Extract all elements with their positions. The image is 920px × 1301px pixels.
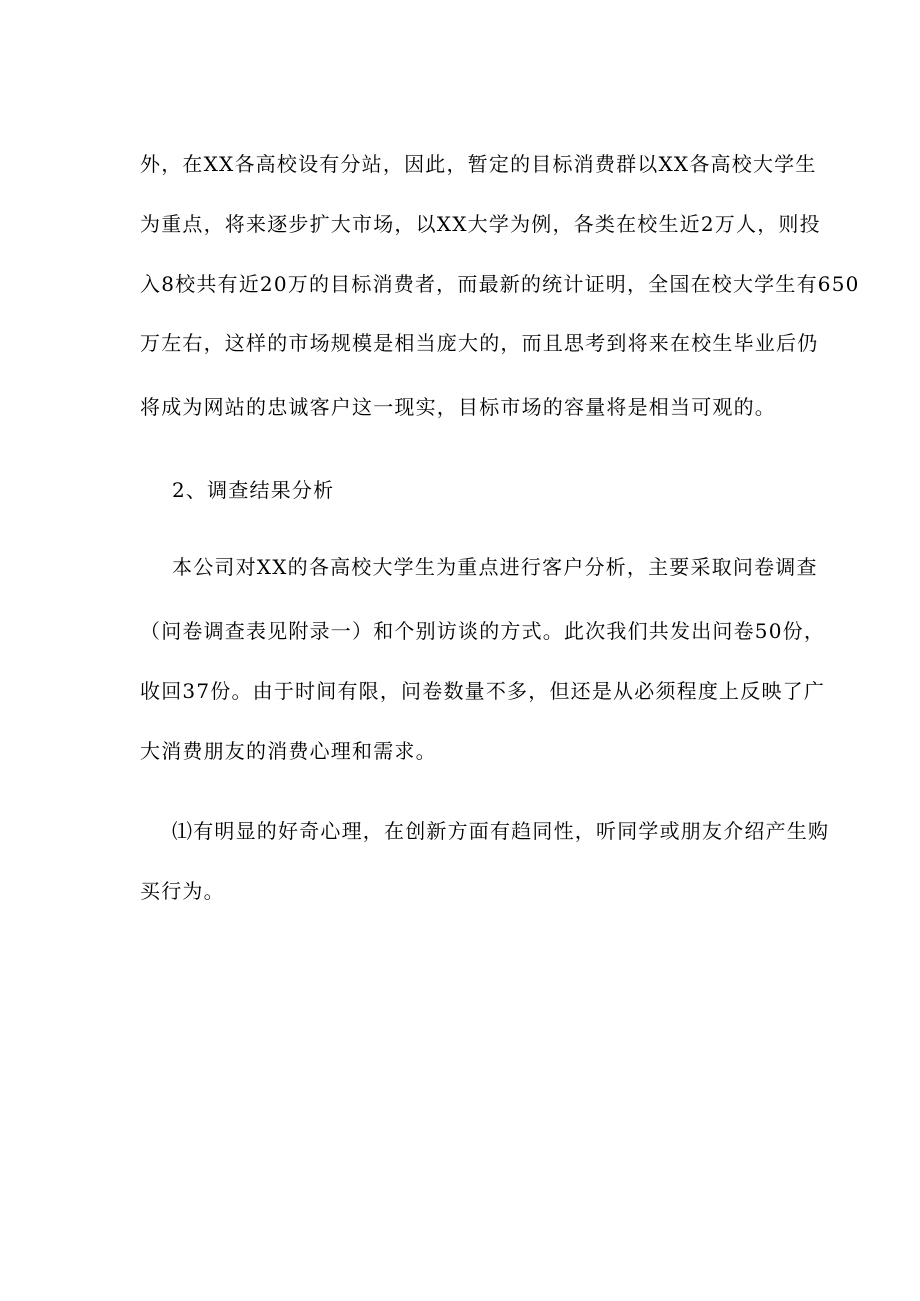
- text-line: 万左右，这样的市场规模是相当庞大的，而且思考到将来在校生毕业后仍: [140, 331, 819, 355]
- section-heading: 2、调查结果分析: [172, 478, 335, 502]
- text-line: 为重点，将来逐步扩大市场，以XX大学为例，各类在校生近2万人，则投: [140, 212, 821, 236]
- text-line: 大消费朋友的消费心理和需求。: [140, 739, 437, 763]
- text-line: 买行为。: [140, 879, 225, 903]
- text-line: 将成为网站的忠诚客户这一现实，目标市场的容量将是相当可观的。: [140, 395, 776, 419]
- text-line: 入8校共有近20万的目标消费者，而最新的统计证明，全国在校大学生有650: [140, 272, 860, 296]
- text-line: 收回37份。由于时间有限，问卷数量不多，但还是从必须程度上反映了广: [140, 679, 826, 703]
- text-line: 本公司对XX的各高校大学生为重点进行客户分析，主要采取问卷调查: [172, 555, 818, 579]
- text-line: （问卷调查表见附录一）和个别访谈的方式。此次我们共发出问卷50份，: [140, 619, 826, 643]
- text-line: ⑴有明显的好奇心理，在创新方面有趋同性，听同学或朋友介绍产生购: [172, 819, 830, 843]
- text-line: 外，在XX各高校设有分站，因此，暂定的目标消费群以XX各高校大学生: [140, 152, 817, 176]
